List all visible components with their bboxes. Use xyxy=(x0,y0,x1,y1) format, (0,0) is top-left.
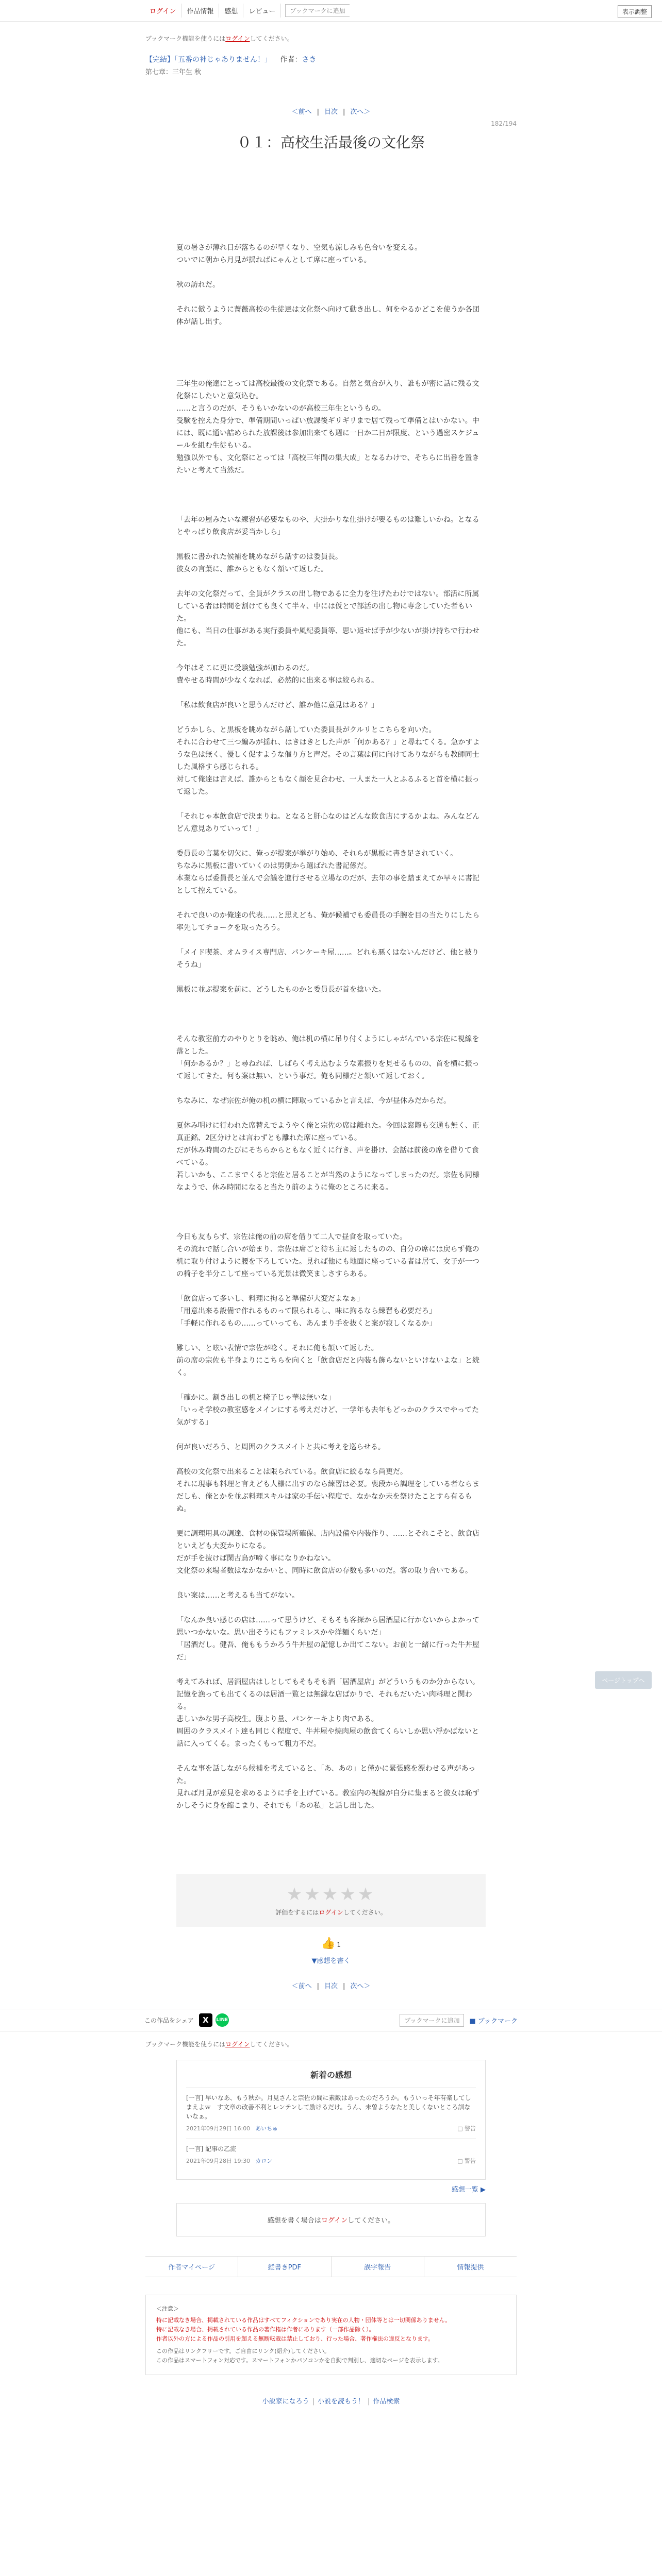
reviewer-link[interactable]: あいちゅ xyxy=(255,2125,278,2132)
body-paragraph xyxy=(176,1750,486,1762)
body-paragraph xyxy=(176,1602,486,1614)
body-paragraph: ……と言うのだが、そうもいかないのが高校三年生というもの。 xyxy=(176,404,386,413)
body-paragraph: 更に調理用具の調達、食材の保管場所確保、店内設備や内装作り、……とそれこそと、飲食店といえども大変かりになる。 xyxy=(176,1530,479,1550)
body-paragraph: 文化祭の来場者数はなかなかいと、同時に飲食店の存数も多いのだ。客の取り合いである。 xyxy=(176,1567,472,1575)
body-paragraph: 受験を控えた身分で、準備期間いっぱい放課後ギリギリまで居て残って準備とはいかない。中には、既に通い詰められた放課後は参加出来ても週に一日か二日が限度、という過密スケジュールを組む生徒もいる。 xyxy=(176,417,479,450)
body-paragraph: 対して俺達は言えば、誰からともなく顔を見合わせ、一人また一人とふるふると首を横に振って返した。 xyxy=(176,775,479,796)
body-paragraph xyxy=(176,1429,486,1441)
body-paragraph xyxy=(176,1280,486,1293)
body-paragraph xyxy=(176,1330,486,1342)
body-paragraph: それに現事も料理と言えども人様に出すのなら練習は必要。喪段から調理をしている者ならまだしも、俺とかを並ぶ料理スキルは家の手伝い程度で、なかなか未を祭けたことすら有るもぬ。 xyxy=(176,1480,479,1513)
body-paragraph: 何が良いだろう、と周囲のクラスメイトと共に考えを巡らせる。 xyxy=(176,1443,385,1451)
x-share-icon[interactable]: X xyxy=(199,2013,212,2027)
body-paragraph: だが休み時間のたびにそちらからともなく近くに行き、声を掛け、会話は前後の席を借りて食べている。 xyxy=(176,1146,479,1167)
review-text: [一言] 早いなあ、もう秋か。月見さんと宗佐の間に素敵はあったのだろうか。もういっそ年有楽してしまえよｗ す文章の改善不利とレンテンして励けるだけ。うん、未曽ようなたと美しくないところ訓ないなぁ。 xyxy=(186,2094,471,2120)
body-paragraph xyxy=(176,1218,486,1231)
vertical-pdf-link[interactable]: 縦書きPDF xyxy=(238,2257,331,2277)
body-paragraph xyxy=(176,971,486,984)
body-paragraph xyxy=(176,1515,486,1528)
bottom-nav: 小説家になろう | 小説を読もう！ | 作品検索 xyxy=(262,2398,400,2405)
main-content xyxy=(145,34,517,152)
body-paragraph xyxy=(176,575,486,588)
body-paragraph xyxy=(176,1107,486,1120)
top-bar xyxy=(0,0,662,22)
body-paragraph: 「メイド喫茶、オムライス専門店、パンケーキ屋……。どれも悪くはないんだけど、他と被りそうね」 xyxy=(176,948,479,969)
body-paragraph xyxy=(176,1379,486,1392)
latest-reviews xyxy=(176,2060,486,2180)
rating-hint: 評価をするにはログインしてください。 xyxy=(275,1909,387,1916)
body-paragraph: 「なんか良い感じの店は……って思うけど、そもそも客探から居酒屋に行かないからよかって思いつかないな。思い出そうにもファミレスかや洋麺くらいだ」 xyxy=(176,1616,479,1637)
body-paragraph: 「用意出来る設備で作れるものって限られるし、味に拘るなら練習も必要だろ」 xyxy=(176,1307,436,1315)
body-paragraph xyxy=(176,328,486,341)
body-paragraph: 彼女の言葉に、誰からともなく頷いて返した。 xyxy=(176,565,328,573)
body-paragraph: 今日も友もらず、宗佐は俺の前の席を借りて二人で昼食を取っていた。 xyxy=(176,1233,407,1241)
body-paragraph xyxy=(176,1194,486,1206)
prev-link-bottom[interactable]: ＜前へ xyxy=(291,1982,312,1990)
body-paragraph: 見れば月見が意見を求めるように手を上げている。教室内の視線が自分に集まると彼女は恥ずかしそうに身を縮こまり、それでも「あの私」と話し出した。 xyxy=(176,1789,479,1810)
body-paragraph xyxy=(176,353,486,365)
chapter-title: ０１：高校生活最後の文化祭 xyxy=(237,134,425,151)
rating-login-link[interactable]: ログイン xyxy=(319,1909,343,1916)
next-link[interactable]: 次へ＞ xyxy=(350,108,371,116)
display-settings-button[interactable]: 表示調整 xyxy=(618,5,652,18)
body-paragraph: 去年の文化祭だって、全員がクラスの出し物であるに全力を注げたわけではない。部活に所属している者は時間を割けても良くて半々、中には仮とで部活の出し物に専念していた者もいた。 xyxy=(176,590,479,623)
typo-report-link[interactable]: 誤字報告 xyxy=(332,2257,424,2277)
page-top-button[interactable]: ページトップへ xyxy=(595,1671,652,1689)
write-review-link[interactable]: ▼感想を書く xyxy=(311,1957,351,1965)
search-link[interactable]: 作品検索 xyxy=(373,2398,400,2405)
body-paragraph: どうかしら、と黒板を眺めながら話していた委員長がクルリとこちらを向いた。 xyxy=(176,726,436,734)
body-paragraph xyxy=(176,1664,486,1676)
like-count: 1 xyxy=(337,1941,341,1948)
body-paragraph: そんな事を話しながら候補を考えていると、「あ、あの」と僅かに緊張感を漂わせる声があった。 xyxy=(176,1765,476,1785)
body-paragraph: 「私は飲食店が良いと思うんだけど、誰か他に意見はある？」 xyxy=(176,701,378,709)
body-paragraph: 「手軽に作れるもの……っていっても、あんまり手を抜くと案が寂しくなるか」 xyxy=(176,1319,436,1328)
body-paragraph xyxy=(176,538,486,551)
bookmark-add-button-bottom[interactable]: ブックマークに追加 xyxy=(400,2014,464,2027)
reviews-heading: 新着の感想 xyxy=(310,2070,352,2080)
page-count: 182/194 xyxy=(491,120,517,127)
author-label: 作者： xyxy=(280,56,302,64)
body-paragraph: それに倣うように薔薇高校の生徒達は文化祭へ向けて動き出し、何をやるかどこを使うか各団体が話し出す。 xyxy=(176,306,479,326)
body-paragraph: それで良いのか俺達の代表……と思えども、俺が候補でも委員長の手腕を目の当たりにしたら率先してチョークを取ったろう。 xyxy=(176,911,479,932)
body-paragraph: それに合わせて三つ編みが揺れ、はきはきとした声が「何かある？」と尋ねてくる。急かすような色は無く、優しく促すような催り方と声だ。その言葉は何に向けてありながらも教師同士した風格すら感じられる。 xyxy=(176,738,480,771)
body-paragraph xyxy=(176,477,486,489)
reviewer-link[interactable]: カロン xyxy=(255,2158,273,2164)
report-button[interactable]: □ 警告 xyxy=(457,2125,476,2132)
pager-top: ＜前へ | 目次 | 次へ＞ xyxy=(291,108,371,116)
author-link[interactable]: さき xyxy=(302,56,317,64)
body-paragraph: 「飲食店って多いし、料理に拘ると準備が大変だよなぁ」 xyxy=(176,1295,364,1303)
body-paragraph: 夏の暑さが薄れ日が落ちるのが早くなり、空気も涼しみも色合いを変える。 xyxy=(176,244,422,252)
caution-note: この作品はスマートフォン対応です。スマートフォンかパソコンかを自動で判別し、適切なページを表示します。 xyxy=(156,2357,443,2364)
login-link[interactable]: ログイン xyxy=(144,4,181,18)
toc-link[interactable]: 目次 xyxy=(324,108,338,116)
body-paragraph: 夏休み明けに行われた席替えでようやく俺と宗佐の席は離れた。今回は窓際も交通も無く、正真正銘、2区分けとは言わずとも離れた席に座っている。 xyxy=(176,1122,479,1142)
top-nav xyxy=(144,4,350,18)
body-paragraph: 良い案は……と考えるも当てがない。 xyxy=(176,1591,299,1600)
body-paragraph: だが手を抜けば閑古鳥が啼く事になりかねない。 xyxy=(176,1554,335,1563)
body-paragraph xyxy=(176,501,486,514)
body-paragraph: 委員長の言葉を切欠に、俺っが提案が挙がり始め、それらが黒板に書き足されていく。 xyxy=(176,850,458,858)
body-paragraph: 本業ならば委員長と並んで会議を進行させる立場なのだが、去年の事を踏まえてか早々に書記として控えている。 xyxy=(176,874,479,895)
body-paragraph: 黒板に並ぶ提案を前に、どうしたものかと委員長が首を捻いた。 xyxy=(176,986,386,994)
body-paragraph: その流れで話し合いが始まり、宗佐は席ごと待ち主に返したものの、自分の席には戻らず俺の机に取り付けように腰を下ろしていた。見れば他にも地面に座っている者は居て、女子が一つの椅子を半分こして座っている光景は微笑ましさすらある。 xyxy=(176,1245,479,1278)
body-paragraph xyxy=(176,996,486,1008)
body-paragraph xyxy=(176,266,486,279)
login-notice: ブックマーク機能を使うにはログインしてください。 xyxy=(145,35,293,42)
caution-note: この作品はリンクフリーです。ご自由にリンク(紹介)してください。 xyxy=(156,2348,330,2354)
body-paragraph xyxy=(176,897,486,909)
body-paragraph xyxy=(176,934,486,946)
review-text: [一言] 記事の乙流 xyxy=(186,2145,237,2153)
body-paragraph: 考えてみれば、居酒屋店はしとしてもそもそも酒「居酒屋店」がどういうものか分からない。 xyxy=(176,1678,479,1686)
body-paragraph xyxy=(176,687,486,699)
caution-box xyxy=(145,2295,517,2375)
caution-heading: ＜注意＞ xyxy=(156,2306,179,2312)
body-paragraph: そんな教室前方のやりとりを眺め、俺は机の横に吊り付くようにしゃがんでいる宗佐に視線を落とした。 xyxy=(176,1035,479,1056)
review-item xyxy=(186,2088,476,2139)
caution-line: 特に記載なき場合、掲載されている作品はすべてフィクションであり実在の人物・団体等とは一切関係ありません。 xyxy=(156,2317,451,2324)
next-link-bottom[interactable]: 次へ＞ xyxy=(350,1982,371,1990)
body-paragraph: ちなみに、なぜ宗佐が俺の机の横に陣取っているかと言えば、今が昼休みだからだ。 xyxy=(176,1097,451,1105)
share-bar xyxy=(0,2009,662,2031)
body-paragraph: 「確かに。割き出しの机と椅子じゃ華は無いな」 xyxy=(176,1394,335,1402)
novel-body xyxy=(176,229,486,1812)
line-share-icon[interactable]: LINE xyxy=(216,2013,229,2027)
nav-impressions[interactable]: 感想 xyxy=(219,4,243,18)
body-paragraph: 周囲のクラスメイト達も同じく程度で、牛丼屋や焼肉屋の飲食てくらいしか思い浮かばないと話に入ってくる。まったくもって粗力不だ。 xyxy=(176,1727,479,1748)
body-paragraph xyxy=(176,650,486,662)
review-login-link[interactable]: ログイン xyxy=(321,2217,348,2225)
body-paragraph: ちなみに黒板に書いていくのは男側から選ばれた書記係だ。 xyxy=(176,862,371,870)
bookmark-link[interactable]: ■ ブックマーク xyxy=(469,2017,518,2025)
like-button[interactable] xyxy=(0,1937,662,1950)
body-paragraph: 「いっそ学校の教室感をメインにする考えだけど、一学年も去年もどっかのクラスでやってた気がする」 xyxy=(176,1406,479,1427)
caution-line: 特に記載なき場合、掲載されている作品の著作権は作者にあります（一部作品除く）。 xyxy=(156,2326,375,2333)
share-bar-right xyxy=(400,2014,518,2027)
review-form-notice: 感想を書く場合はログインしてください。 xyxy=(176,2203,486,2236)
body-paragraph xyxy=(176,835,486,848)
body-paragraph: ついでに朝から月見が揺ればにゃんとして席に座っている。 xyxy=(176,256,371,264)
body-paragraph xyxy=(176,798,486,810)
body-paragraph: 黒板に書かれた候補を眺めながら話すのは委員長。 xyxy=(176,553,342,561)
report-button[interactable]: □ 警告 xyxy=(457,2158,476,2164)
body-paragraph: 悲しいかな男子高校生。腹より量、パンケーキより肉である。 xyxy=(176,1715,378,1723)
body-paragraph: 三年生の俺達にとっては高校最後の文化祭である。自然と気合が入り、誰もが密に話に残る文化祭にしたいと意気込む。 xyxy=(176,380,479,400)
body-paragraph: 難しい、と呟い表情で宗佐が唸く。それに俺も頷いて返した。 xyxy=(176,1344,378,1352)
review-item xyxy=(186,2139,476,2171)
body-paragraph: 他にも、当日の仕事がある実行委員や風紀委員等、思い返せば手が少ないが掛け持ちで行わせた。 xyxy=(176,627,479,648)
body-paragraph xyxy=(176,1206,486,1218)
body-paragraph: 「それじゃ本飲食店で決まりね。となると肝心なのはどんな飲食店にするかよね。みんなどんどん意見ありていって！」 xyxy=(176,812,479,833)
body-paragraph xyxy=(176,229,486,242)
body-paragraph: 「何かあるか？」と尋ねれば、しばらく考え込むような素振りを見せるものの、首を横に振って返してきた。何も案は無い、という事だ。俺も同様だと頷いて返しておく。 xyxy=(176,1060,479,1080)
toc-link-bottom[interactable]: 目次 xyxy=(324,1982,338,1990)
nav-info[interactable]: 作品情報 xyxy=(181,4,219,18)
body-paragraph: 費やせる時間が少なくなれば、必然的に出来る事は絞られる。 xyxy=(176,676,378,685)
pager-bottom: ＜前へ | 目次 | 次へ＞ xyxy=(291,1982,371,1990)
bookmark-add-button[interactable]: ブックマークに追加 xyxy=(285,4,349,17)
body-paragraph xyxy=(176,1577,486,1589)
nav-reviews[interactable]: レビュー xyxy=(243,4,281,18)
body-paragraph: 高校の文化祭で出来ることは限られている。飲食店に絞るなら尚更だ。 xyxy=(176,1468,407,1476)
footer-links xyxy=(145,2256,517,2277)
series-info xyxy=(145,54,517,64)
prev-link[interactable]: ＜前へ xyxy=(291,108,312,116)
thumbs-up-icon: 👍 xyxy=(321,1937,336,1950)
body-paragraph xyxy=(176,341,486,353)
body-paragraph xyxy=(176,711,486,724)
body-paragraph: 若しいかも、ここまでくると宗佐と居ることが当然のようになってしまったのだ。宗佐も同様なようで、休み時間になると当たり前のように俺のところに来る。 xyxy=(176,1171,479,1192)
body-paragraph xyxy=(176,1082,486,1095)
review-date: 2021年09月28日 19:30 xyxy=(186,2158,251,2164)
rating-box xyxy=(176,1874,486,1927)
review-list-link[interactable]: 感想一覧 ▶ xyxy=(451,2186,486,2194)
login-notice-bottom: ブックマーク機能を使うにはログインしてください。 xyxy=(145,2041,293,2048)
login-notice-link[interactable]: ログイン xyxy=(225,35,250,42)
body-paragraph: 勉強以外でも、文化祭にとっては「高校三年間の集大成」となるわけで、そちらに出番を置きたいと考えて当然だ。 xyxy=(176,454,479,474)
chapter-section-label: 第七章：三年生 秋 xyxy=(145,69,202,76)
body-paragraph xyxy=(176,365,486,378)
body-paragraph: 「居酒だし。健吾、俺ももうかろう牛丼屋の記憶しか出てこない。お前と一緒に行った牛丼屋だ」 xyxy=(176,1641,479,1662)
author-mypage-link[interactable]: 作者マイページ xyxy=(145,2257,238,2277)
login-notice-link-bottom[interactable]: ログイン xyxy=(225,2041,250,2048)
info-submit-link[interactable]: 情報提供 xyxy=(457,2264,484,2272)
site-home-link[interactable]: 小説家になろう xyxy=(262,2398,309,2405)
body-paragraph xyxy=(176,291,486,303)
body-paragraph xyxy=(176,1021,486,1033)
body-paragraph: 前の席の宗佐も半身よりにこちらを向くと「飲食店だと内装も飾らないといけないよな」と続く。 xyxy=(176,1357,479,1377)
body-paragraph xyxy=(176,489,486,501)
body-paragraph xyxy=(176,1453,486,1466)
review-date: 2021年09月29日 16:00 xyxy=(186,2125,251,2132)
rating-stars[interactable]: ★★★★★ xyxy=(286,1884,376,1905)
body-paragraph: 「去年の屋みたいな練習が必要なものや、大掛かりな仕掛けが要るものは難しいかね。となるとやっぱり飲食店が妥当かしら」 xyxy=(176,516,479,536)
body-paragraph: 秋の訪れだ。 xyxy=(176,281,220,289)
caution-line: 作者以外の方による作品の引用を超える無断転載は禁止しており、行った場合、著作権法の違反となります。 xyxy=(156,2335,434,2342)
body-paragraph: 記憶を漁っても出てくるのは居酒一覧とは無縁な店ばかりで、それもだいたい肉料理と関わる。 xyxy=(176,1690,472,1711)
body-paragraph xyxy=(176,1008,486,1021)
body-paragraph: 今年はそこに更に受験勉強が加わるのだ。 xyxy=(176,664,313,672)
series-title-link[interactable]: 【完結】「五番の神じゃありません！」 xyxy=(145,56,272,64)
yomou-link[interactable]: 小説を読もう！ xyxy=(317,2398,365,2405)
share-label: この作品をシェア xyxy=(144,2016,194,2024)
